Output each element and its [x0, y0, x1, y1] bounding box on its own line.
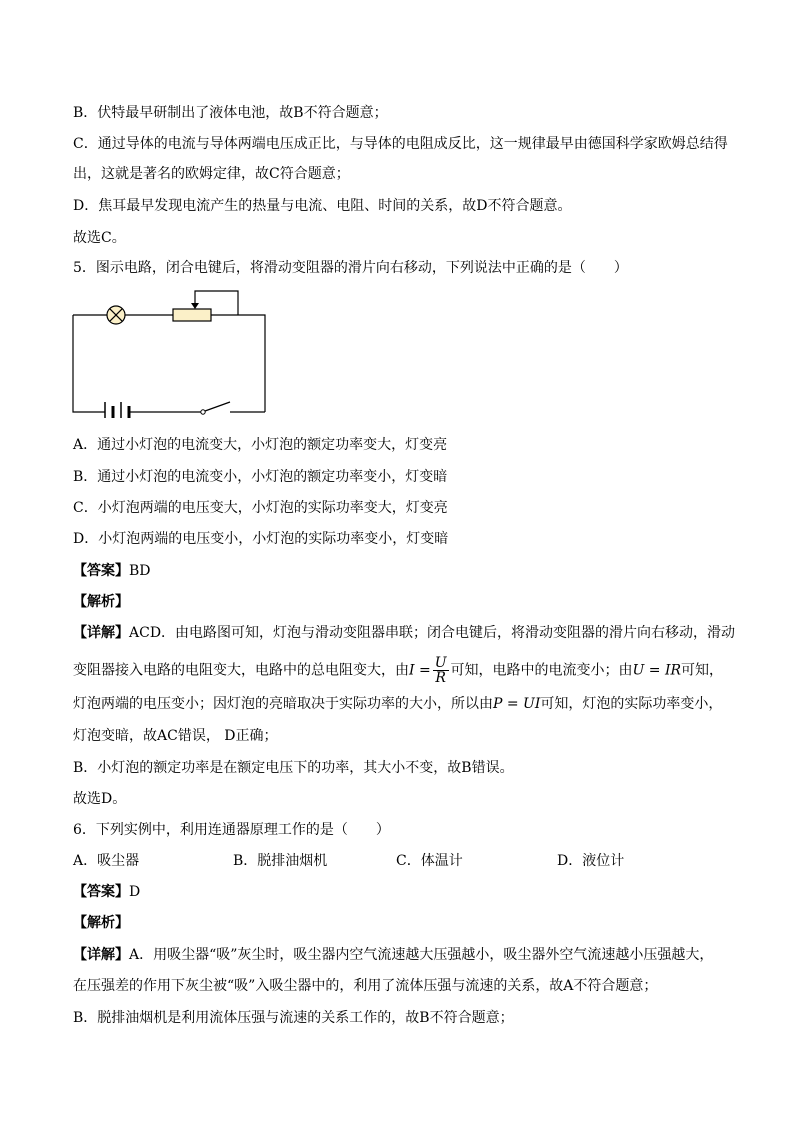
formula-pui: P = UI	[493, 696, 541, 712]
formula-denominator: R	[435, 670, 446, 686]
q5-detail-line2	[73, 656, 723, 685]
q5-stem: 5．图示电路，闭合电键后，将滑动变阻器的滑片向右移动，下列说法中正确的是（ ）	[73, 260, 628, 276]
q6-option-c: C．体温计	[396, 853, 463, 869]
formula-fraction	[433, 656, 449, 685]
q4-option-c-line1: C．通过导体的电流与导体两端电压成正比，与导体的电阻成反比，这一规律最早由德国科学家欧姆总结得	[73, 136, 728, 152]
q6-options	[73, 851, 723, 871]
detail-text: 变阻器接入电路的电阻变大，电路中的总电阻变大，由	[73, 662, 409, 679]
detail-label: 【详解】	[73, 947, 129, 963]
analysis-label: 【解析】	[73, 915, 129, 931]
q6-option-d: D．液位计	[557, 853, 625, 869]
detail-text: 可知，	[681, 662, 724, 679]
circuit-wire-left	[73, 315, 105, 412]
rheostat-slider-arrow	[191, 303, 199, 309]
q4-conclusion: 故选C。	[73, 230, 126, 246]
circuit-diagram	[60, 283, 280, 418]
q5-option-c: C．小灯泡两端的电压变大，小灯泡的实际功率变大，灯变亮	[73, 500, 448, 516]
q6-analysis-label	[73, 913, 129, 933]
answer-value: D	[129, 884, 141, 900]
detail-label: 【详解】	[73, 625, 129, 641]
formula-ohm-lhs: I =	[409, 662, 431, 679]
formula-numerator: U	[434, 655, 447, 671]
answer-label: 【答案】	[73, 884, 129, 900]
q5-detail-line1	[73, 623, 735, 643]
detail-text: 可知，电路中的电流变小；由	[450, 662, 633, 679]
q6-option-b: B．脱排油烟机	[233, 853, 328, 869]
rheostat-resistor	[173, 309, 211, 321]
formula-uir: U = IR	[632, 662, 682, 679]
circuit-wire-right	[238, 315, 265, 412]
answer-value: BD	[129, 563, 151, 579]
q5-answer	[73, 561, 151, 581]
q6-detail-line1	[73, 945, 713, 965]
detail-text: 可知，灯泡的实际功率变小，	[540, 696, 723, 712]
q5-conclusion: 故选D。	[73, 791, 127, 807]
analysis-label: 【解析】	[73, 594, 129, 610]
q6-detail-line2: 在压强差的作用下灰尘被“吸”入吸尘器中的，利用了流体压强与流速的关系，故A不符合题意；	[73, 978, 658, 994]
q6-detail-b: B．脱排油烟机是利用流体压强与流速的关系工作的，故B不符合题意；	[73, 1010, 514, 1026]
q6-answer	[73, 882, 140, 902]
q5-detail-line4: 灯泡变暗，故AC错误， D正确；	[73, 728, 278, 744]
answer-label: 【答案】	[73, 563, 129, 579]
q5-option-a: A．通过小灯泡的电流变大，小灯泡的额定功率变大，灯变亮	[73, 437, 448, 453]
switch-contact-left	[201, 410, 205, 414]
q4-option-c-line2: 出，这就是著名的欧姆定律，故C符合题意；	[73, 166, 350, 182]
q4-option-b: B．伏特最早研制出了液体电池，故B不符合题意；	[73, 105, 388, 121]
q6-stem: 6．下列实例中，利用连通器原理工作的是（ ）	[73, 822, 390, 838]
q5-detail-b: B．小灯泡的额定功率是在额定电压下的功率，其大小不变，故B错误。	[73, 760, 514, 776]
q5-detail-line3	[73, 694, 722, 714]
q5-option-d: D．小灯泡两端的电压变小，小灯泡的实际功率变小，灯变暗	[73, 531, 449, 547]
detail-text: 灯泡两端的电压变小；因灯泡的亮暗取决于实际功率的大小，所以由	[73, 696, 493, 712]
switch-lever	[205, 402, 230, 411]
detail-text: A．用吸尘器“吸”灰尘时，吸尘器内空气流速越大压强越小，吸尘器外空气流速越小压强越大，	[129, 947, 714, 963]
q6-option-a: A．吸尘器	[73, 853, 140, 869]
q4-option-d: D．焦耳最早发现电流产生的热量与电流、电阻、时间的关系，故D不符合题意。	[73, 198, 572, 214]
q5-analysis-label	[73, 592, 129, 612]
detail-text: ACD．由电路图可知，灯泡与滑动变阻器串联；闭合电键后，将滑动变阻器的滑片向右移动，滑动	[129, 625, 736, 641]
q5-option-b: B．通过小灯泡的电流变小，小灯泡的额定功率变小，灯变暗	[73, 469, 448, 485]
